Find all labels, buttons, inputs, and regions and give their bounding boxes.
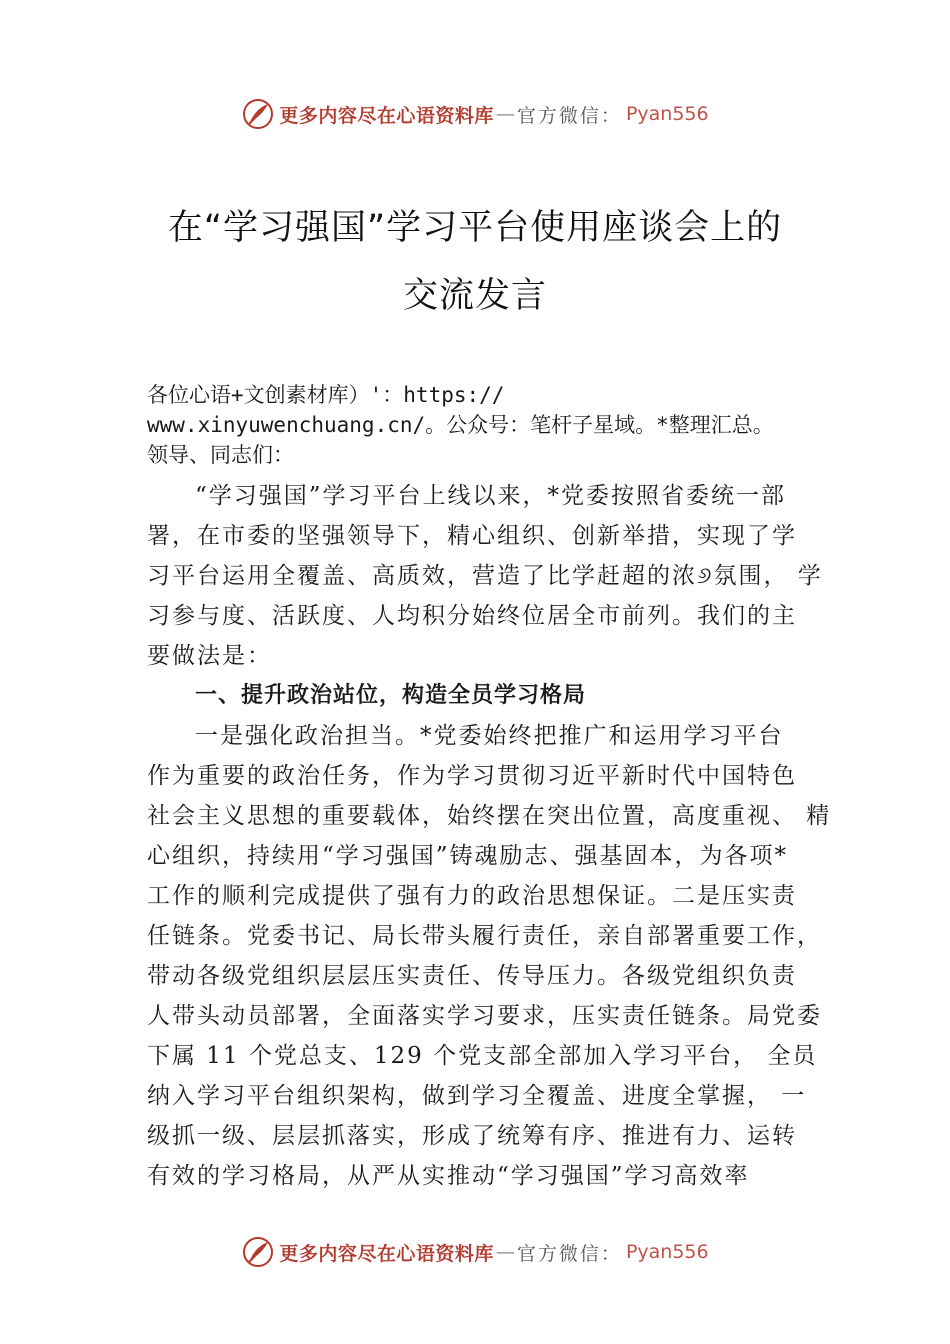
paragraph-line: 心组织，持续用“学习强国”铸魂励志、强基固本，为各项* (147, 843, 789, 869)
document-title-line-2: 交流发言 (402, 276, 547, 316)
paragraph-line: 级抓一级、层层抓落实，形成了统筹有序、推进有力、运转 (147, 1123, 797, 1149)
banner-wechat-id: Pyan556 (625, 103, 709, 125)
paragraph-line: 要做法是： (147, 643, 272, 669)
document-body (147, 476, 832, 1196)
quill-logo-icon (241, 1235, 275, 1269)
banner-dash: — (495, 1241, 515, 1263)
meta-source-line: 各位心语+文创素材库）'：https:// (147, 383, 505, 407)
footer-watermark-banner (0, 1232, 950, 1272)
document-title-line-1: 在“学习强国”学习平台使用座谈会上的 (167, 208, 783, 248)
banner-wechat-label: 官方微信： (516, 1242, 622, 1265)
banner-dash: — (495, 103, 515, 125)
paragraph-line: 社会主义思想的重要载体，始终摆在突出位置，高度重视、 精 (147, 803, 832, 829)
banner-wechat-label: 官方微信： (516, 104, 622, 127)
paragraph-line: 纳入学习平台组织架构，做到学习全覆盖、进度全掌握， 一 (147, 1083, 807, 1109)
paragraph-line: 习参与度、活跃度、人均积分始终位居全市前列。我们的主 (147, 603, 797, 629)
paragraph-line: 工作的顺利完成提供了强有力的政治思想保证。二是压实责 (147, 883, 797, 909)
banner-site-name: 更多内容尽在心语资料库 (279, 1242, 494, 1265)
paragraph-line: 习平台运用全覆盖、高质效，营造了比学赶超的浓୬氛围， 学 (147, 563, 823, 589)
banner-site-name: 更多内容尽在心语资料库 (279, 104, 494, 127)
quill-logo-icon (241, 97, 275, 131)
paragraph-line: 作为重要的政治任务，作为学习贯彻习近平新时代中国特色 (147, 763, 797, 789)
paragraph-line: 署，在市委的坚强领导下，精心组织、创新举措，实现了学 (147, 523, 797, 549)
meta-url-line: www.xinyuwenchuang.cn/。公众号：笔杆子星域。*整理汇总。 (147, 413, 774, 437)
paragraph-line: “学习强国”学习平台上线以来，*党委按照省委统一部 (195, 483, 787, 509)
paragraph-line: 任链条。党委书记、局长带头履行责任，亲自部署重要工作， (147, 923, 822, 949)
paragraph-line: 一是强化政治担当。*党委始终把推广和运用学习平台 (195, 723, 784, 749)
section-heading: 一、提升政治站位，构造全员学习格局 (195, 683, 587, 708)
paragraph-line: 下属 11 个党总支、129 个党支部全部加入学习平台， 全员 (147, 1043, 818, 1069)
header-watermark-banner (0, 94, 950, 134)
paragraph-line: 有效的学习格局，从严从实推动“学习强国”学习高效率 (147, 1163, 750, 1189)
paragraph-line: 人带头动员部署，全面落实学习要求，压实责任链条。局党委 (147, 1003, 822, 1029)
banner-wechat-id: Pyan556 (625, 1241, 709, 1263)
paragraph-line: 带动各级党组织层层压实责任、传导压力。各级党组织负责 (147, 963, 797, 989)
salutation: 领导、同志们： (147, 443, 294, 467)
